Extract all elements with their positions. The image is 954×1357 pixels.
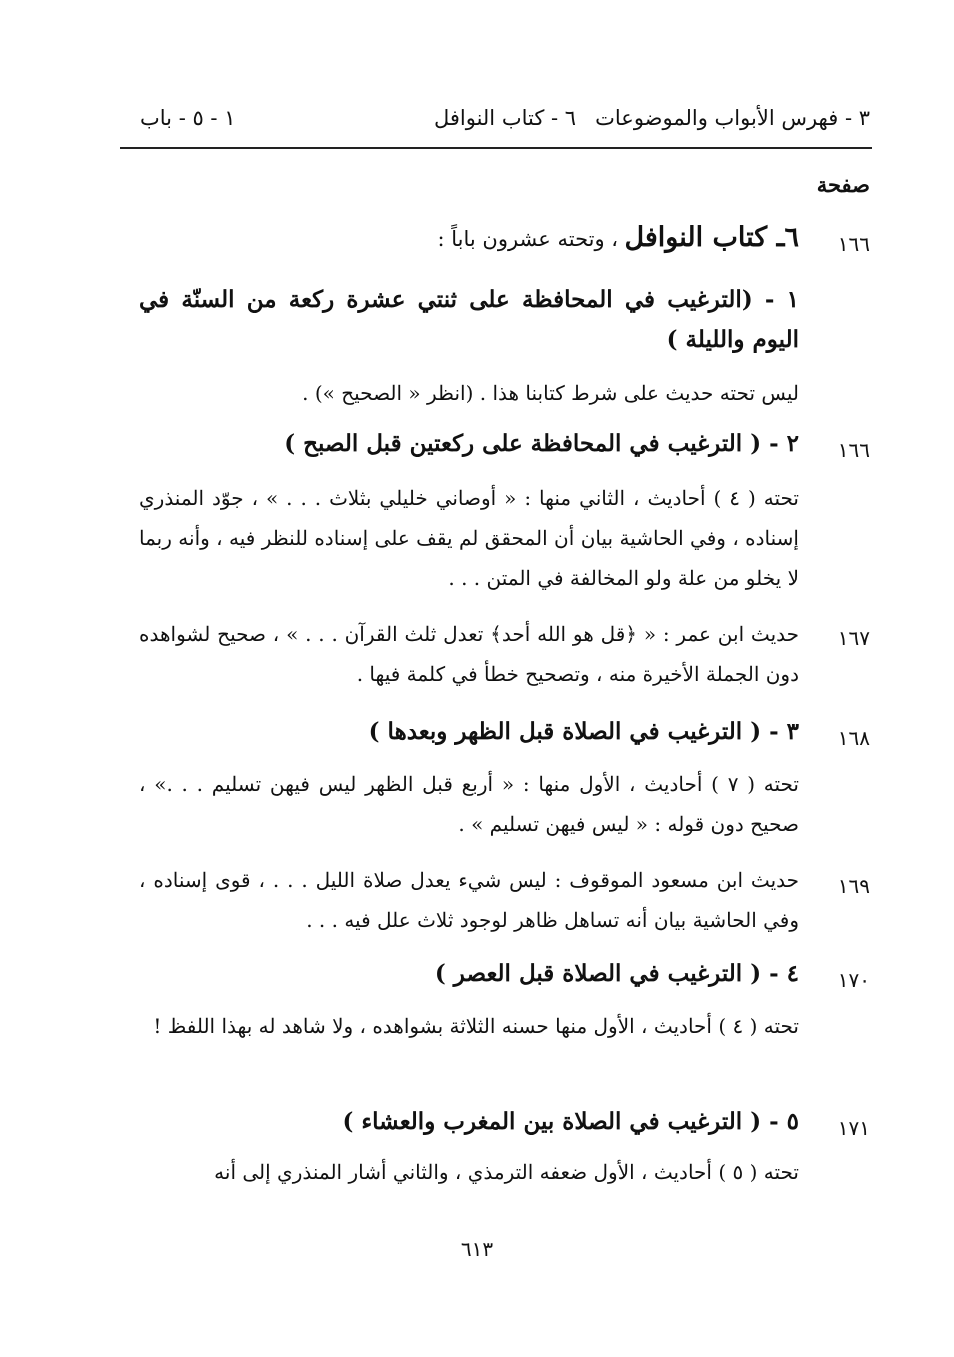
running-header <box>140 100 870 140</box>
entry-text: تحته ( ٥ ) أحاديث ، الأول ضعفه الترمذي ، والثاني أشار المنذري إلى أنه <box>214 1160 799 1184</box>
header-divider <box>120 147 872 149</box>
chapter-heading: ٥ - ( الترغيب في الصلاة بين المغرب والعشاء ) <box>342 1108 799 1135</box>
chapter-heading: ٤ - ( الترغيب في الصلاة قبل العصر ) <box>434 960 799 987</box>
entry-page-number: ١٧١ <box>837 1116 870 1140</box>
chapter-heading: ٣ - ( الترغيب في الصلاة قبل الظهر وبعدها ) <box>368 718 799 745</box>
book-title-line <box>139 218 799 259</box>
entry-text: ليس تحته حديث على شرط كتابنا هذا . (انظر « الصحيح ») . <box>302 381 799 405</box>
header-book-title: ٦ - كتاب النوافل <box>433 106 577 130</box>
entry-text: تحته ( ٧ ) أحاديث ، الأول منها : « أربع قبل الظهر ليس فيهن تسليم . . .» ، صحيح دون قوله : « ليس فيهن تسليم » . <box>139 772 799 836</box>
book-title: ٦ـ كتاب النوافل <box>624 222 799 253</box>
entry-text: تحته ( ٤ ) أحاديث ، الثاني منها : « أوصاني خليلي بثلاث . . . » ، جوّد المنذري إسناده ، وفي الحاشية بيان أن المحقق لم يقف على إسناده للنظر فيه ، وأنه ربما لا يخلو من علة ولو المخالفة في المتن . . . <box>139 486 799 590</box>
entry-text: حديث ابن مسعود الموقوف : ليس شيء يعدل صلاة الليل . . . ، قوى إسناده ، وفي الحاشية بيان أنه تساهل ظاهر لوجود ثلاث علل فيه . . . <box>139 868 799 932</box>
entry-page-number: ١٦٦ <box>837 438 870 462</box>
entry-text: حديث ابن عمر : « ﴿قل هو الله أحد﴾ تعدل ثلث القرآن . . . » ، صحيح لشواهده دون الجملة الأخيرة منه ، وتصحيح خطأ في كلمة فيها . <box>139 622 799 686</box>
header-section-title: ٣ - فهرس الأبواب والموضوعات <box>595 106 870 130</box>
entry-page-number: ١٦٩ <box>837 874 870 898</box>
book-subtitle: ، وتحته عشرون باباً : <box>437 227 619 251</box>
page-number: ٦١٣ <box>460 1237 494 1261</box>
entry-page-number: ١٦٧ <box>837 626 870 650</box>
entry-text: تحته ( ٤ ) أحاديث ، الأول منها حسنه الثلاثة بشواهده ، ولا شاهد له بهذا اللفظ ! <box>153 1014 799 1038</box>
chapter-heading: ٢ - ( الترغيب في المحافظة على ركعتين قبل الصبح ) <box>284 430 799 457</box>
chapter-heading: ١ - (الترغيب في المحافظة على ثنتي عشرة ركعة من السنّة في اليوم والليلة ) <box>139 286 799 353</box>
header-chapter-range: ١ - ٥ - باب <box>140 106 236 130</box>
entry-page-number: ١٦٦ <box>837 232 870 256</box>
entry-page-number: ١٦٨ <box>837 726 870 750</box>
entry-page-number: ١٧٠ <box>837 968 870 992</box>
page-column-label: صفحة <box>816 172 870 197</box>
